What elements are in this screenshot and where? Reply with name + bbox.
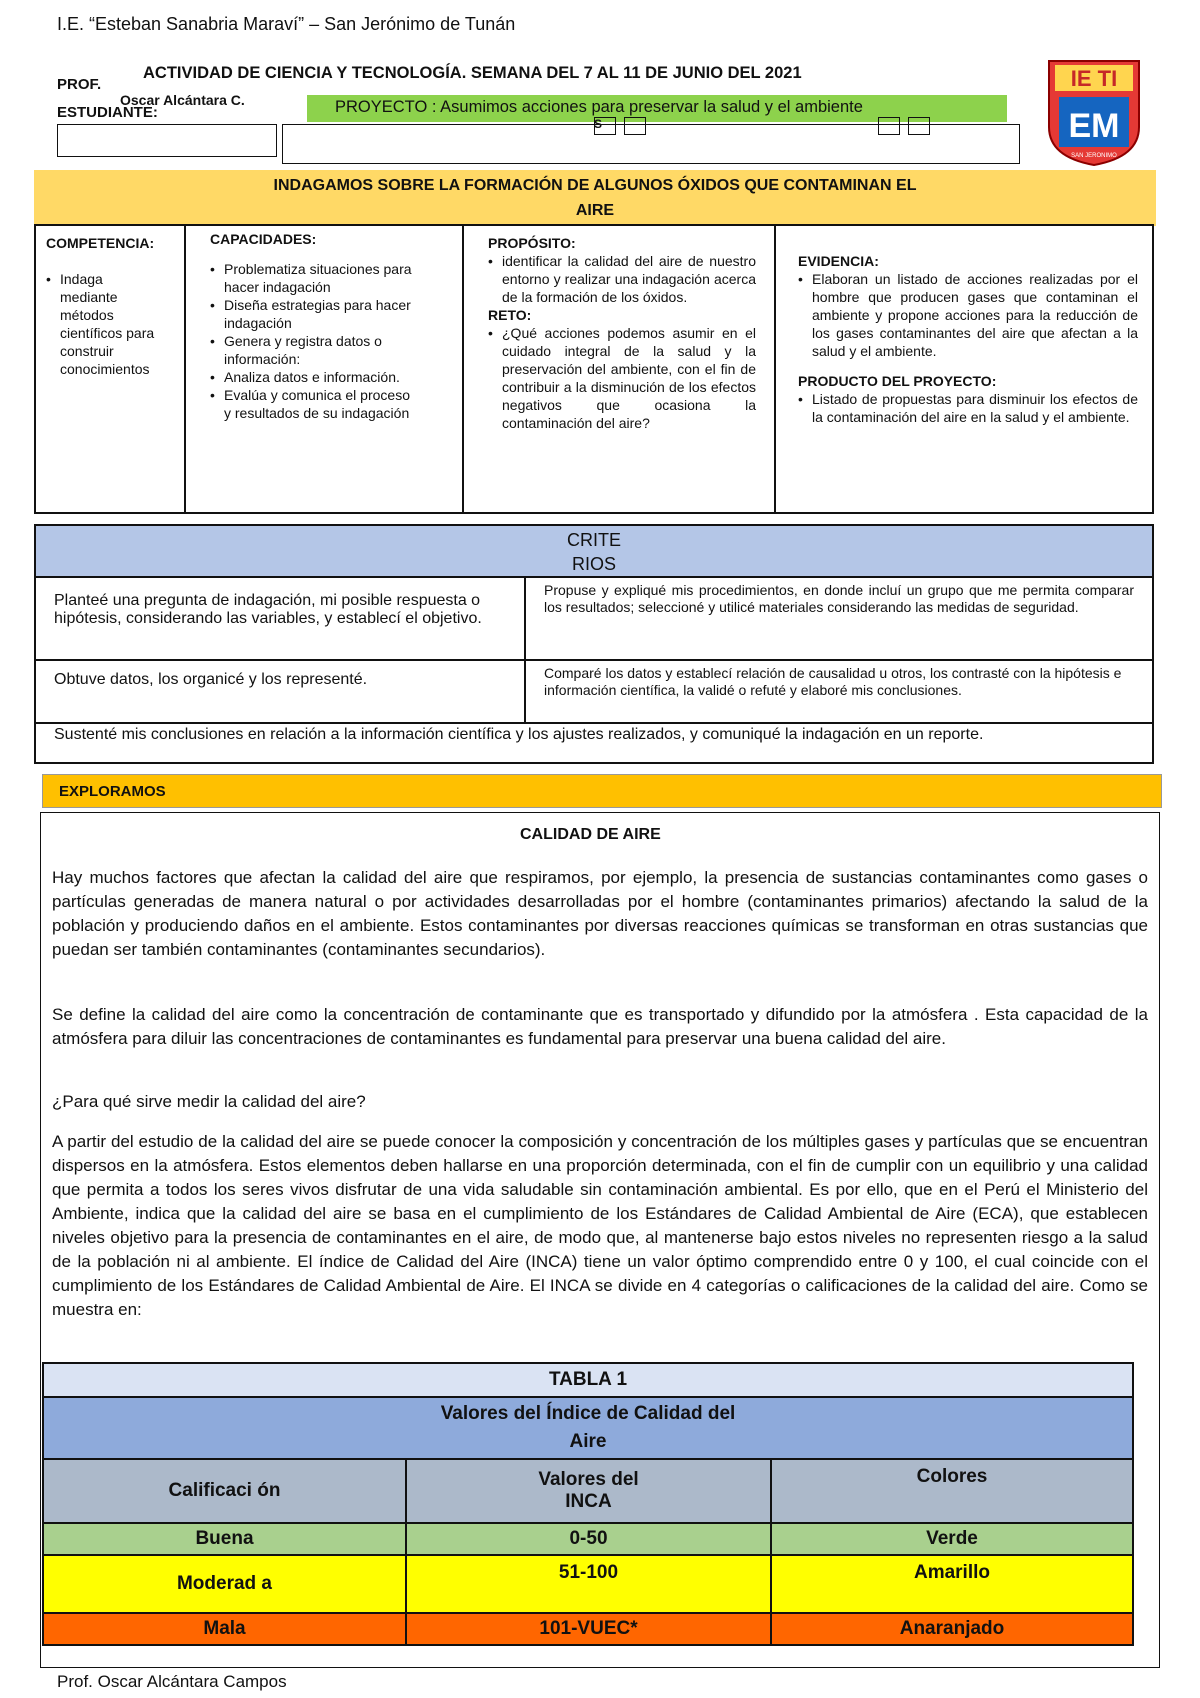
article-question: ¿Para qué sirve medir la calidad del aire? bbox=[52, 1092, 366, 1111]
capacidad-item: • Genera y registra datos o información: bbox=[210, 332, 420, 368]
project-banner: PROYECTO : Asumimos acciones para preservar la salud y el ambiente bbox=[307, 95, 1007, 122]
proposito-text: • identificar la calidad del aire de nuestro entorno y realizar una indagación acerca de la formación de los óxidos. bbox=[488, 252, 756, 306]
proposito-title: PROPÓSITO: bbox=[488, 235, 576, 251]
reto-title: RETO: bbox=[488, 307, 532, 323]
footer-author: Prof. Oscar Alcántara Campos bbox=[57, 1672, 287, 1691]
row-valor: 0-50 bbox=[406, 1523, 771, 1555]
section-title-band bbox=[34, 170, 1156, 226]
article-paragraph: Se define la calidad del aire como la concentración de contaminante que es transportado y difundido por la atmósfera . Esta capacidad de la atmósfera para diluir las concentraciones de contaminantes es fundamental para preservar una buena calidad del aire. bbox=[52, 1005, 1148, 1048]
student-label: ESTUDIANTE: bbox=[57, 104, 158, 121]
band-title-line-1: INDAGAMOS SOBRE LA FORMACIÓN DE ALGUNOS ÓXIDOS QUE CONTAMINAN EL bbox=[273, 177, 917, 194]
proposito-cell bbox=[464, 226, 776, 512]
checkbox-1[interactable] bbox=[594, 117, 616, 135]
band-title-line-2: AIRE bbox=[575, 202, 615, 219]
criterion-cell: Obtuve datos, los organicé y los representé. bbox=[36, 661, 526, 722]
criteria-row bbox=[36, 724, 1152, 762]
checkbox-letter: S bbox=[594, 117, 603, 131]
evidencia-cell bbox=[776, 226, 1152, 512]
header-colores: Colores bbox=[771, 1459, 1133, 1523]
row-calificacion: Mala bbox=[43, 1613, 406, 1645]
capacidad-item: • Analiza datos e información. bbox=[210, 368, 420, 386]
table-subtitle-line-2: Aire bbox=[569, 1431, 607, 1452]
checkbox-3[interactable] bbox=[878, 117, 900, 135]
logo-monogram: EM bbox=[1068, 107, 1120, 145]
row-calificacion: Buena bbox=[43, 1523, 406, 1555]
table-title: TABLA 1 bbox=[43, 1363, 1133, 1397]
aqi-table bbox=[42, 1362, 1134, 1646]
logo-top-text: IE TI bbox=[1070, 66, 1118, 91]
table-subtitle-line-1: Valores del Índice de Calidad del bbox=[440, 1403, 736, 1424]
table-row bbox=[43, 1555, 1133, 1613]
checkbox-2[interactable] bbox=[624, 117, 646, 135]
checkbox-4[interactable] bbox=[908, 117, 930, 135]
prof-name: Oscar Alcántara C. bbox=[120, 92, 245, 108]
capacidades-title: CAPACIDADES: bbox=[210, 231, 317, 247]
criteria-title-line-1: CRITE bbox=[567, 530, 621, 550]
prof-label: PROF. bbox=[57, 76, 102, 93]
competencies-table bbox=[34, 224, 1154, 514]
criteria-title-line-2: RIOS bbox=[571, 554, 616, 574]
competencia-item: • Indaga mediante métodos científicos para construir conocimientos bbox=[46, 270, 156, 378]
table-row bbox=[43, 1613, 1133, 1645]
criterion-cell: Sustenté mis conclusiones en relación a la información científica y los ajustes realizados, y comuniqué la indagación en un reporte. bbox=[54, 726, 984, 743]
logo-small-text: SAN JERONIMO bbox=[1071, 153, 1117, 159]
criterion-cell: Planteé una pregunta de indagación, mi posible respuesta o hipótesis, considerando las variables, y establecí el objetivo. bbox=[36, 578, 526, 659]
competencia-title: COMPETENCIA: bbox=[46, 235, 155, 251]
article-paragraph: A partir del estudio de la calidad del aire se puede conocer la composición y concentración de los múltiples gases y partículas que se encuentran dispersos en la atmósfera. Estos elementos deben hallarse en una proporción determinada, con el fin de cumplir con un equilibrio y una calidad que permita a todos los seres vivos disfrutar de una vida saludable sin contaminación ambiental. Es por ello, que en el Perú el Ministerio del Ambiente, indica que la calidad del aire se basa en el cumplimiento de los Estándares de Calidad Ambiental de Aire (ECA), que establecen niveles objetivo para la presencia de contaminantes en el aire, de modo que, al mantenerse bajo estos niveles no representen riesgo a la salud de la población ni al ambiente. El índice de Calidad del Aire (INCA) tiene un valor óptimo comprendido entre 0 y 100, el cual coincide con el cumplimiento de los Estándares de Calidad Ambiental de Aire. El INCA se divide en 4 categorías o calificaciones de la calidad del aire. Como se muestra en: bbox=[52, 1132, 1148, 1319]
table-row bbox=[43, 1523, 1133, 1555]
capacidad-item: • Evalúa y comunica el proceso y resultados de su indagación bbox=[210, 386, 420, 422]
criteria-row bbox=[36, 578, 1152, 661]
row-valor: 101-VUEC* bbox=[406, 1613, 771, 1645]
criteria-header bbox=[36, 526, 1152, 578]
evidencia-text: • Elaboran un listado de acciones realizadas por el hombre que producen gases que contaminan el ambiente y propone acciones para la reducción de los gases contaminantes del aire que afectan a la salud y el ambiente. bbox=[798, 270, 1138, 360]
article-paragraph: Hay muchos factores que afectan la calidad del aire que respiramos, por ejemplo, la presencia de sustancias contaminantes como gases o partículas generadas de manera natural o por actividades desarrolladas por el hombre (contaminantes primarios) afectando la salud de la población y produciendo daños en el ambiente. Estos contaminantes por diversas reacciones químicas se transforman en otras sustancias que puedan ser también contaminantes (contaminantes secundarios). bbox=[52, 868, 1148, 959]
row-color: Verde bbox=[771, 1523, 1133, 1555]
student-name-field[interactable] bbox=[57, 124, 277, 157]
producto-text: • Listado de propuestas para disminuir los efectos de la contaminación del aire en la salud y el ambiente. bbox=[798, 390, 1138, 426]
evidencia-title: EVIDENCIA: bbox=[798, 253, 879, 269]
school-logo bbox=[1045, 57, 1143, 167]
criterion-cell: Propuse y expliqué mis procedimientos, en donde incluí un grupo que me permita comparar los resultados; seleccioné y utilicé materiales considerando las medidas de seguridad. bbox=[544, 582, 1134, 615]
competencia-cell bbox=[36, 226, 186, 512]
table-subtitle bbox=[43, 1397, 1133, 1459]
criteria-table bbox=[34, 524, 1154, 764]
capacidad-item: • Diseña estrategias para hacer indagación bbox=[210, 296, 420, 332]
reto-text: • ¿Qué acciones podemos asumir en el cuidado integral de la salud y la preservación del ambiente, con el fin de contribuir a la disminución de los efectos negativos que ocasiona la contaminación del aire? bbox=[488, 324, 756, 432]
producto-title: PRODUCTO DEL PROYECTO: bbox=[798, 373, 997, 389]
capacidades-cell bbox=[186, 226, 464, 512]
capacidad-item: • Problematiza situaciones para hacer indagación bbox=[210, 260, 420, 296]
criterion-cell: Comparé los datos y establecí relación de causalidad u otros, los contrasté con la hipótesis e información científica, la validé o refuté y elaboré mis conclusiones. bbox=[544, 665, 1122, 698]
row-color: Amarillo bbox=[771, 1555, 1133, 1613]
header-calificacion: Calificaci ón bbox=[43, 1459, 406, 1523]
row-calificacion: Moderad a bbox=[43, 1555, 406, 1613]
row-color: Anaranjado bbox=[771, 1613, 1133, 1645]
exploramos-heading: EXPLORAMOS bbox=[42, 774, 1162, 808]
row-valor: 51-100 bbox=[406, 1555, 771, 1613]
criteria-row bbox=[36, 661, 1152, 724]
article-title: CALIDAD DE AIRE bbox=[520, 826, 661, 843]
school-name: I.E. “Esteban Sanabria Maraví” – San Jerónimo de Tunán bbox=[57, 14, 516, 34]
activity-title: ACTIVIDAD DE CIENCIA Y TECNOLOGÍA. SEMANA DEL 7 AL 11 DE JUNIO DEL 2021 bbox=[143, 64, 802, 82]
header-valores: Valores del INCA bbox=[406, 1459, 771, 1523]
